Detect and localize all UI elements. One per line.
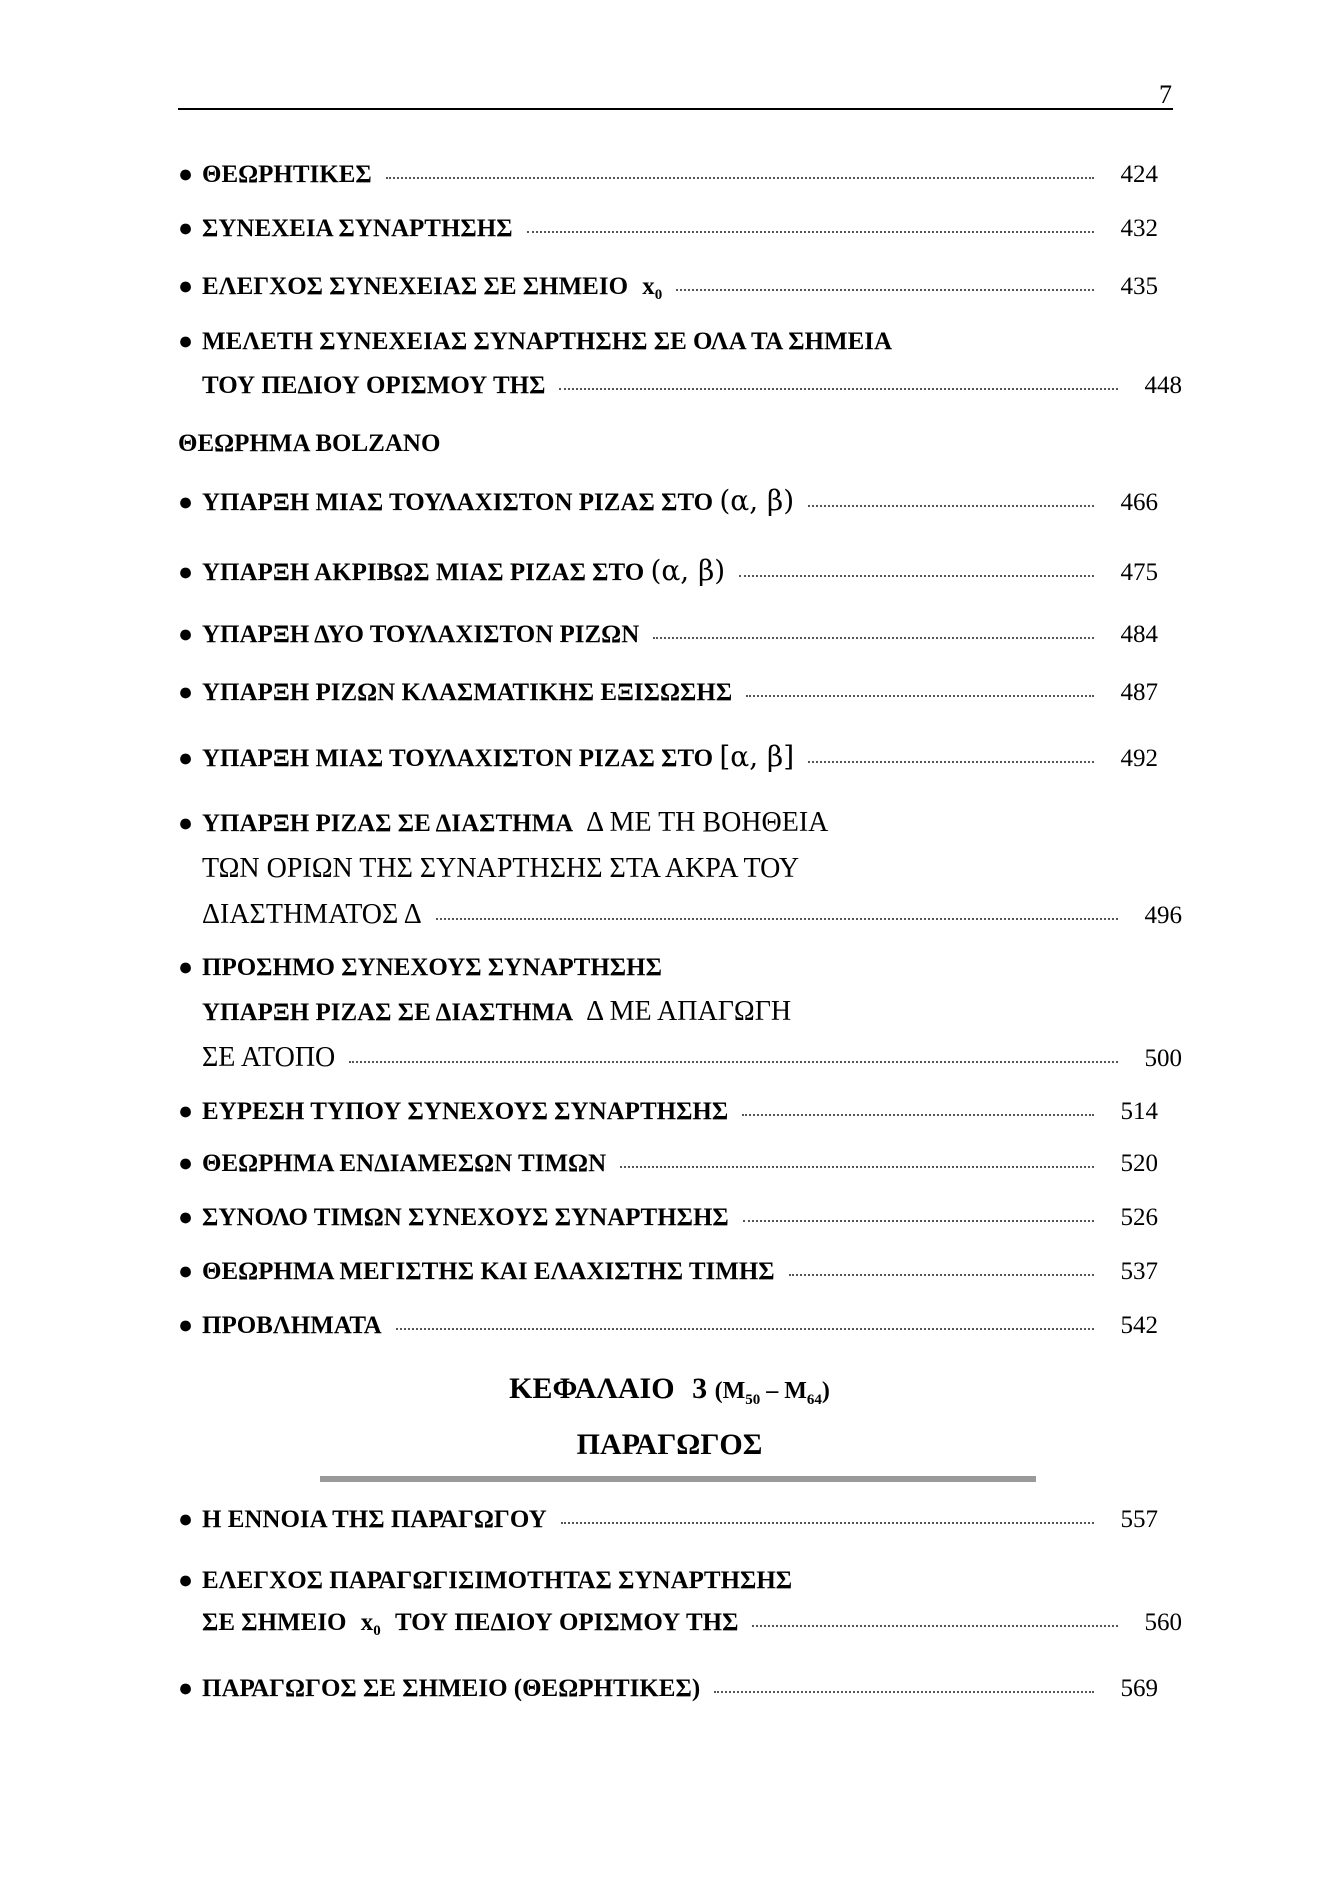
- bullet-icon: ●: [178, 745, 194, 772]
- toc-entry-bolzano-6-line3[interactable]: [178, 900, 1182, 931]
- bullet-icon: ●: [178, 1506, 194, 1533]
- toc-entry-endiameson-timon[interactable]: [178, 1149, 1158, 1179]
- bullet-icon: ●: [178, 161, 194, 188]
- label-text: ΤΟΥ ΠΕΔΙΟΥ ΟΡΙΣΜΟΥ ΤΗΣ: [395, 1609, 739, 1636]
- toc-entry-label: ΤΟΥ ΠΕΔΙΟΥ ΟΡΙΣΜΟΥ ΤΗΣ: [202, 372, 546, 399]
- leader-dots: [676, 288, 1094, 291]
- toc-entry-bolzano-6-line2[interactable]: [178, 854, 1182, 884]
- bullet-icon: ●: [178, 489, 194, 516]
- bullet-icon: ●: [178, 810, 194, 837]
- bullet-icon: ●: [178, 215, 194, 242]
- toc-entry-page: 526: [1120, 1204, 1158, 1231]
- toc-entry-bolzano-7-line3[interactable]: [178, 1043, 1182, 1074]
- leader-dots: [527, 230, 1094, 233]
- toc-entry-label: ΘΕΩΡΗΜΑ ΜΕΓΙΣΤΗΣ ΚΑΙ ΕΛΑΧΙΣΤΗΣ ΤΙΜΗΣ: [202, 1258, 775, 1285]
- toc-entry-label: [202, 808, 828, 839]
- toc-entry-page: 569: [1120, 1675, 1158, 1702]
- toc-entry-provlimata[interactable]: [178, 1311, 1158, 1341]
- toc-entry-paragogos-se-simeio[interactable]: [178, 1674, 1158, 1704]
- toc-entry-page: 514: [1120, 1098, 1158, 1125]
- leader-dots: [714, 1690, 1094, 1693]
- chapter-label: ΚΕΦΑΛΑΙΟ: [509, 1372, 675, 1405]
- toc-entry-label: [202, 742, 794, 774]
- leader-dots: [386, 176, 1094, 179]
- toc-entry-label: ΠΡΟΒΛΗΜΑΤΑ: [202, 1312, 382, 1339]
- bullet-icon: ●: [178, 1312, 194, 1339]
- toc-entry-bolzano-5[interactable]: [178, 742, 1158, 774]
- toc-entry-label: [202, 486, 794, 518]
- toc-entry-page: 435: [1120, 273, 1158, 300]
- leader-dots: [789, 1273, 1094, 1276]
- toc-entry-page: 484: [1120, 621, 1158, 648]
- toc-entry-label: ΕΥΡΕΣΗ ΤΥΠΟΥ ΣΥΝΕΧΟΥΣ ΣΥΝΑΡΤΗΣΗΣ: [202, 1098, 729, 1125]
- math-x: x: [642, 273, 655, 300]
- toc-entry-label: ΣΕ ΑΤΟΠΟ: [202, 1042, 336, 1073]
- toc-entry-page: 520: [1120, 1150, 1158, 1177]
- toc-entry-page: 537: [1120, 1258, 1158, 1285]
- leader-dots: [743, 1219, 1094, 1222]
- header-rule: [178, 108, 1173, 110]
- leader-dots: [742, 1113, 1094, 1116]
- bullet-icon: ●: [178, 621, 194, 648]
- leader-dots: [559, 387, 1118, 390]
- page-number: 7: [1159, 80, 1172, 109]
- math-interval: (α, β): [719, 484, 795, 517]
- toc-entry-meleti-line1[interactable]: [178, 327, 1158, 357]
- chapter-range: $(M_{50} - M_{64})$: [714, 1378, 830, 1408]
- leader-dots: [620, 1165, 1094, 1168]
- toc-entry-page: 492: [1120, 745, 1158, 772]
- toc-entry-page: 448: [1144, 372, 1182, 399]
- toc-entry-label: ΠΡΟΣΗΜΟ ΣΥΝΕΧΟΥΣ ΣΥΝΑΡΤΗΣΗΣ: [202, 954, 662, 981]
- bullet-icon: ●: [178, 1150, 194, 1177]
- math-interval: (α, β): [650, 554, 726, 587]
- toc-entry-label: Η ΕΝΝΟΙΑ ΤΗΣ ΠΑΡΑΓΩΓΟΥ: [202, 1506, 547, 1533]
- leader-dots: [436, 917, 1118, 920]
- bullet-icon: ●: [178, 328, 194, 355]
- math-x: x: [360, 1609, 374, 1636]
- toc-entry-bolzano-2[interactable]: [178, 556, 1158, 588]
- toc-entry-page: 432: [1120, 215, 1158, 242]
- label-text: ΥΠΑΡΞΗ ΑΚΡΙΒΩΣ ΜΙΑΣ ΡΙΖΑΣ ΣΤΟ: [202, 559, 645, 586]
- toc-entry-label: ΕΛΕΓΧΟΣ ΠΑΡΑΓΩΓΙΣΙΜΟΤΗΤΑΣ ΣΥΝΑΡΤΗΣΗΣ: [202, 1567, 793, 1594]
- toc-entry-page: 542: [1120, 1312, 1158, 1339]
- toc-entry-eyresi-typou[interactable]: [178, 1097, 1158, 1127]
- bullet-icon: ●: [178, 679, 194, 706]
- chapter-divider: [320, 1476, 1036, 1482]
- toc-entry-megistis-elaxistis[interactable]: [178, 1257, 1158, 1287]
- toc-entry-label: ΠΑΡΑΓΩΓΟΣ ΣΕ ΣΗΜΕΙΟ (ΘΕΩΡΗΤΙΚΕΣ): [202, 1675, 701, 1702]
- leader-dots: [653, 636, 1094, 639]
- chapter-title: [0, 1372, 1339, 1409]
- toc-entry-bolzano-7-line1[interactable]: [178, 953, 1158, 983]
- toc-entry-label: ΥΠΑΡΞΗ ΔΥΟ ΤΟΥΛΑΧΙΣΤΟΝ ΡΙΖΩΝ: [202, 621, 640, 648]
- toc-entry-synolo-timon[interactable]: [178, 1203, 1158, 1233]
- toc-entry-label: ΘΕΩΡΗΤΙΚΕΣ: [202, 161, 372, 188]
- leader-dots: [739, 574, 1094, 577]
- bullet-icon: ●: [178, 1204, 194, 1231]
- toc-entry-bolzano-4[interactable]: [178, 678, 1158, 708]
- toc-entry-label: ΜΕΛΕΤΗ ΣΥΝΕΧΕΙΑΣ ΣΥΝΑΡΤΗΣΗΣ ΣΕ ΟΛΑ ΤΑ ΣΗΜΕΙΑ: [202, 328, 893, 355]
- chapter-subtitle: ΠΑΡΑΓΩΓΟΣ: [576, 1428, 763, 1461]
- toc-entry-page: 557: [1120, 1506, 1158, 1533]
- toc-entry-bolzano-6-line1[interactable]: [178, 808, 1158, 839]
- toc-entry-bolzano-7-line2[interactable]: [178, 997, 1182, 1028]
- bullet-icon: ●: [178, 954, 194, 981]
- bullet-icon: ●: [178, 559, 194, 586]
- bullet-icon: ●: [178, 1567, 194, 1594]
- label-text: ΥΠΑΡΞΗ ΜΙΑΣ ΤΟΥΛΑΧΙΣΤΟΝ ΡΙΖΑΣ ΣΤΟ: [202, 489, 714, 516]
- toc-entry-label: ΣΥΝΕΧΕΙΑ ΣΥΝΑΡΤΗΣΗΣ: [202, 215, 513, 242]
- toc-entry-label: ΘΕΩΡΗΜΑ ΕΝΔΙΑΜΕΣΩΝ ΤΙΜΩΝ: [202, 1150, 607, 1177]
- math-interval: [α, β]: [719, 740, 795, 773]
- leader-dots: [752, 1624, 1118, 1627]
- label-text: ΕΛΕΓΧΟΣ ΣΥΝΕΧΕΙΑΣ ΣΕ ΣΗΜΕΙΟ: [202, 273, 629, 300]
- toc-entry-label: [202, 556, 725, 588]
- toc-entry-label: [202, 272, 662, 310]
- toc-entry-page: 500: [1144, 1045, 1182, 1072]
- bullet-icon: ●: [178, 1098, 194, 1125]
- toc-entry-page: 496: [1144, 902, 1182, 929]
- bullet-icon: ●: [178, 1258, 194, 1285]
- toc-entry-meleti-line2[interactable]: [178, 371, 1182, 401]
- toc-entry-page: 466: [1120, 489, 1158, 516]
- toc-entry-ennoia-paragogou[interactable]: [178, 1505, 1158, 1535]
- toc-entry-label: ΤΩΝ ΟΡΙΩΝ ΤΗΣ ΣΥΝΑΡΤΗΣΗΣ ΣΤΑ ΑΚΡΑ ΤΟΥ: [202, 853, 800, 884]
- label-text: ΥΠΑΡΞΗ ΜΙΑΣ ΤΟΥΛΑΧΙΣΤΟΝ ΡΙΖΑΣ ΣΤΟ: [202, 745, 714, 772]
- label-text: ΣΕ ΣΗΜΕΙΟ: [202, 1609, 347, 1636]
- toc-entry-paragogisimotitas-line2[interactable]: [178, 1608, 1182, 1646]
- toc-entry-label: ΣΥΝΟΛΟ ΤΙΜΩΝ ΣΥΝΕΧΟΥΣ ΣΥΝΑΡΤΗΣΗΣ: [202, 1204, 729, 1231]
- leader-dots: [561, 1521, 1094, 1524]
- chapter-number: 3: [692, 1372, 708, 1405]
- toc-entry-elegxos-synecheias[interactable]: [178, 272, 1158, 310]
- label-text: ΥΠΑΡΞΗ ΡΙΖΑΣ ΣΕ ΔΙΑΣΤΗΜΑ: [202, 999, 572, 1026]
- leader-dots: [349, 1060, 1118, 1063]
- toc-entry-label: ΥΠΑΡΞΗ ΡΙΖΩΝ ΚΛΑΣΜΑΤΙΚΗΣ ΕΞΙΣΩΣΗΣ: [202, 679, 733, 706]
- toc-entry-bolzano-3[interactable]: [178, 620, 1158, 650]
- bullet-icon: ●: [178, 1675, 194, 1702]
- leader-dots: [808, 504, 1094, 507]
- label-text-large: Δ ΜΕ ΑΠΑΓΩΓΗ: [586, 996, 792, 1027]
- leader-dots: [396, 1327, 1094, 1330]
- toc-entry-page: 424: [1120, 161, 1158, 188]
- toc-entry-label: [202, 997, 791, 1028]
- toc-entry-label: [202, 1608, 738, 1646]
- leader-dots: [808, 760, 1094, 763]
- label-text: ΥΠΑΡΞΗ ΡΙΖΑΣ ΣΕ ΔΙΑΣΤΗΜΑ: [202, 810, 572, 837]
- toc-entry-paragogisimotitas-line1[interactable]: [178, 1566, 1158, 1596]
- label-text-large: Δ ΜΕ ΤΗ ΒΟΗΘΕΙΑ: [586, 807, 829, 838]
- math-subscript: 0: [373, 1623, 381, 1639]
- toc-entry-label: ΔΙΑΣΤΗΜΑΤΟΣ Δ: [202, 899, 422, 930]
- math-subscript: 0: [654, 287, 663, 303]
- toc-entry-theoritikes[interactable]: [178, 160, 1158, 190]
- toc-entry-synecheia[interactable]: [178, 214, 1158, 244]
- bullet-icon: ●: [178, 273, 194, 300]
- toc-entry-page: 560: [1144, 1609, 1182, 1636]
- toc-entry-page: 475: [1120, 559, 1158, 586]
- leader-dots: [746, 694, 1094, 697]
- toc-entry-page: 487: [1120, 679, 1158, 706]
- section-heading-bolzano: ΘΕΩΡΗΜΑ BOLZANO: [178, 430, 441, 457]
- toc-entry-bolzano-1[interactable]: [178, 486, 1158, 518]
